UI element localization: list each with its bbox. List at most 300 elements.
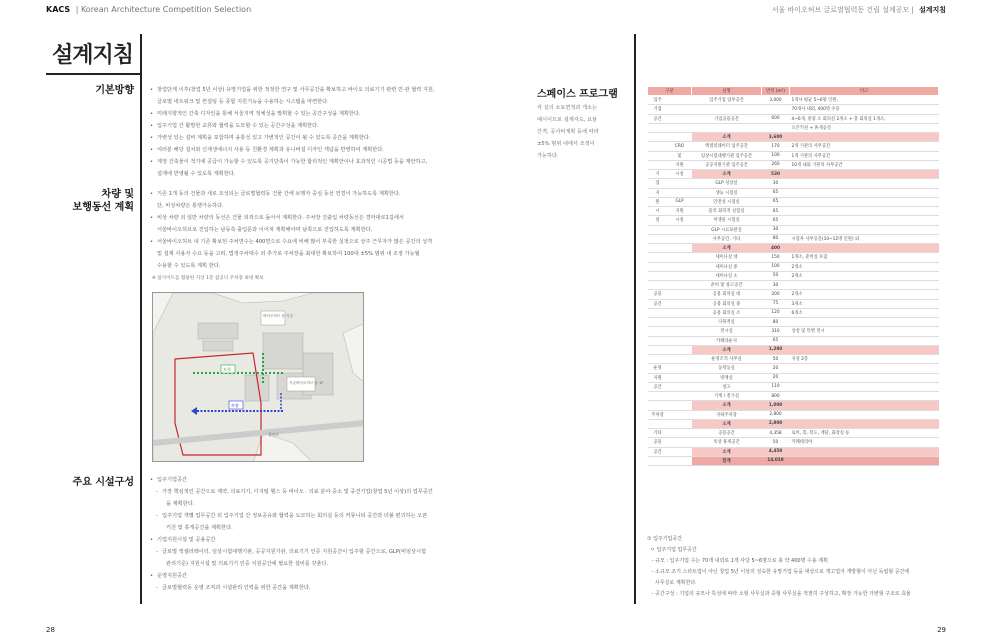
cell-category: [648, 345, 668, 354]
cell-category: [648, 281, 668, 290]
facility-item: 키친 및 휴게공간을 계획한다.: [166, 525, 233, 531]
cell-room: 세미나실 중: [692, 262, 762, 271]
cell-category: [648, 253, 668, 262]
cell-room: 임상시험대행기관 입주공간: [692, 151, 762, 160]
table-row: [648, 336, 939, 345]
desc-line: 각 실의 소요면적과 개소는: [537, 105, 598, 111]
cell-area: 30: [762, 225, 790, 234]
label-building1: 바이오허브 동 기존: [263, 314, 294, 318]
cell-note: [790, 419, 939, 428]
facility-item: - 입주기업 개별 업무공간 외 입주기업 간 정보공유와 협력을 도모하는 회의실 등의 커뮤니티 공간과 더불 편의하는 오픈: [150, 510, 433, 522]
cell-area: 3,600: [762, 133, 790, 142]
cell-note: [790, 207, 939, 216]
cell-room: 미생물 시험실: [692, 216, 762, 225]
cell-note: 로비, 홀, 복도, 계단, 화장실 등: [790, 429, 939, 438]
basic-item: • 여러분 해당 설치와 신재생에너지 사용 등 친환경 계획과 유니버설 디자인 개념을 반영하여 계획한다.: [150, 144, 435, 156]
cell-subcategory: 지원: [668, 160, 692, 169]
cell-subcategory: [668, 299, 692, 308]
cell-note: [790, 336, 939, 345]
cell-note: 1개 기관의 사무공간: [790, 151, 939, 160]
cell-area: 1,000: [762, 401, 790, 410]
cell-area: 100: [762, 262, 790, 271]
cell-category: 기: [648, 170, 668, 179]
cell-category: [648, 318, 668, 327]
cell-subcategory: [668, 336, 692, 345]
page-title: 설계지침: [52, 43, 134, 68]
cell-area: 30: [762, 281, 790, 290]
cell-subcategory: [668, 281, 692, 290]
cell-area: 14,018: [762, 456, 790, 465]
cell-area: 4,358: [762, 429, 790, 438]
cell-category: 공용: [648, 290, 668, 299]
cell-category: [648, 151, 668, 160]
cell-subcategory: [668, 392, 692, 401]
basic-list: [150, 84, 435, 180]
cell-note: [790, 225, 939, 234]
right-divider: [634, 34, 636, 604]
cell-room: 옥상 휴게공간: [692, 438, 762, 447]
table-row: [648, 327, 939, 336]
table-row: [648, 447, 939, 456]
cell-area: 80: [762, 318, 790, 327]
th-category: 구분: [648, 87, 692, 96]
table-row: [648, 262, 939, 271]
section-basic-label: 기본방향: [95, 85, 134, 96]
facility-item: 을 계획한다.: [166, 501, 195, 507]
cell-note: 70개사 내외, 400명 수용: [790, 105, 939, 114]
table-row: [648, 308, 939, 317]
cell-room: GLP 시료보관실: [692, 225, 762, 234]
traffic-label-line1: 차량 및: [101, 189, 134, 200]
cell-subcategory: [668, 234, 692, 243]
cell-category: [648, 234, 668, 243]
cell-category: [648, 327, 668, 336]
cell-room: [692, 105, 762, 114]
cell-room: 사무공간, 기타: [692, 234, 762, 243]
cell-category: 공간: [648, 447, 668, 456]
table-row: [648, 96, 939, 105]
table-row: [648, 170, 939, 179]
table-row: [648, 392, 939, 401]
page-number-right: 29: [937, 626, 946, 634]
cell-note: 2개 기관의 사무공간: [790, 142, 939, 151]
cell-area: 400: [762, 244, 790, 253]
space-program-desc: [537, 102, 629, 162]
cell-room: 소계: [692, 419, 762, 428]
cell-note: 상설 및 특별 전시: [790, 327, 939, 336]
cell-area: [762, 123, 790, 132]
table-row: [648, 207, 939, 216]
cell-subcategory: [668, 401, 692, 410]
table-row: [648, 318, 939, 327]
cell-category: [648, 271, 668, 280]
left-divider: [140, 34, 142, 604]
cell-room: 전시실: [692, 327, 762, 336]
basic-item: 설계에 반영될 수 있도록 계획한다.: [157, 171, 236, 177]
cell-subcategory: CRO: [668, 142, 692, 151]
cell-room: 카페라운지: [692, 336, 762, 345]
basic-item: • 창업단계 이후(창업 5년 이상) 유망기업을 위한 적정한 연구 및 사무공간을 확보하고 바이오 의료기기 관련 민·관 협력 지원,: [150, 84, 435, 96]
traffic-item: • 서울바이오허브 내 기존 확보된 주차면수는 400면으로 수요에 비해 많이 부족한 실정으로 상주 근무자가 많은 공간의 성격: [150, 236, 432, 248]
cell-area: 1,280: [762, 345, 790, 354]
cell-area: 80: [762, 234, 790, 243]
cell-room: 공공지원기관 입주공간: [692, 160, 762, 169]
facility-item: • 기업지원시설 및 공용공간: [150, 534, 433, 546]
cell-category: [648, 160, 668, 169]
cell-subcategory: [668, 318, 692, 327]
traffic-item: • 비상 차량 외 일반 차량의 동선은 건물 외곽으로 돌아서 계획한다. 주차장 진출입 차량동선은 경마대로1길에서: [150, 212, 432, 224]
cell-area: 170: [762, 142, 790, 151]
cell-room: 운영조직 사무실: [692, 355, 762, 364]
cell-area: 2,800: [762, 410, 790, 419]
cell-note: 1개소, 준비실 포함: [790, 253, 939, 262]
cell-area: 100: [762, 151, 790, 160]
cell-subcategory: 및: [668, 151, 692, 160]
right-note-line: ① 입주기업공간: [647, 536, 683, 542]
basic-item: • 계정 건축물이 적기에 공급이 가능할 수 있도록 공기단축이 가능한 합리적인 계획안이나 효과적인 시공법 등을 제안하고,: [150, 156, 435, 168]
cell-room: 합계: [692, 456, 762, 465]
table-row: [648, 253, 939, 262]
cell-subcategory: [668, 253, 692, 262]
header-subtitle: Korean Architecture Competition Selection: [80, 5, 252, 14]
cell-note: [790, 382, 939, 391]
cell-category: [648, 419, 668, 428]
cell-subcategory: [668, 447, 692, 456]
cell-note: [790, 373, 939, 382]
facility-item: - 글로벌협력동 운영 조직과 시설관리 인력을 위한 공간을 계획한다.: [150, 582, 433, 594]
cell-category: 입주: [648, 96, 668, 105]
facility-list: [150, 474, 433, 594]
cell-area: 65: [762, 216, 790, 225]
label-road: 경마로: [268, 432, 280, 437]
cell-room: 생능 시험실: [692, 188, 762, 197]
cell-category: 지원: [648, 373, 668, 382]
table-row: [648, 197, 939, 206]
cell-room: 소계: [692, 447, 762, 456]
cell-category: 공간: [648, 299, 668, 308]
cell-note: [790, 410, 939, 419]
table-row: [648, 429, 939, 438]
cell-area: 310: [762, 327, 790, 336]
cell-area: 260: [762, 160, 790, 169]
cell-subcategory: [668, 438, 692, 447]
cell-subcategory: GLP: [668, 197, 692, 206]
cell-category: 시: [648, 207, 668, 216]
traffic-note: ※ 참사이트를 활용한 지상 1층 참공디 주차장 최대 확보: [152, 276, 264, 281]
cell-note: [790, 345, 939, 354]
cell-area: 20: [762, 364, 790, 373]
cell-note: [790, 197, 939, 206]
page-number-left: 28: [46, 626, 55, 634]
label-car: 차량: [231, 403, 239, 408]
th-area: 면적 (m²): [762, 87, 790, 96]
cell-subcategory: [668, 456, 692, 465]
table-row: [648, 216, 939, 225]
cell-room: 공용공간: [692, 429, 762, 438]
cell-category: 운영: [648, 364, 668, 373]
cell-category: 주차장: [648, 410, 668, 419]
cell-area: 110: [762, 382, 790, 391]
cell-note: 카페테리아: [790, 438, 939, 447]
table-row: [648, 410, 939, 419]
cell-area: 4,458: [762, 447, 790, 456]
space-program-table: [647, 86, 939, 466]
cell-subcategory: [668, 105, 692, 114]
table-row: [648, 401, 939, 410]
cell-room: 창고: [692, 382, 762, 391]
cell-subcategory: 지원: [668, 207, 692, 216]
cell-subcategory: 시설: [668, 216, 692, 225]
cell-area: 50: [762, 271, 790, 280]
cell-area: 530: [762, 170, 790, 179]
cell-note: [790, 447, 939, 456]
table-row: [648, 382, 939, 391]
cell-area: 2,800: [762, 419, 790, 428]
cell-note: 2개소: [790, 262, 939, 271]
cell-area: 75: [762, 299, 790, 308]
cell-category: 원: [648, 197, 668, 206]
cell-area: 120: [762, 308, 790, 317]
cell-note: [790, 456, 939, 465]
cell-room: 입주기업 업무공간: [692, 96, 762, 105]
cell-subcategory: [668, 327, 692, 336]
facility-item: - 가장 핵심적인 공간으로 제약, 의료기기, 디지털 헬스 등 바이오 · 의료 분야 중소 및 중견기업(창업 5년 이상)의 업무공간: [150, 486, 433, 498]
cell-note: 1개사 평균 5~6명 인원,: [790, 96, 939, 105]
cell-subcategory: [668, 373, 692, 382]
table-row: [648, 133, 939, 142]
cell-room: 소계: [692, 133, 762, 142]
table-body: [648, 96, 939, 466]
cell-note: [790, 401, 939, 410]
table-row: [648, 179, 939, 188]
header-section: 설계지침: [918, 6, 946, 14]
cell-room: [692, 123, 762, 132]
cell-subcategory: [668, 271, 692, 280]
cell-room: 액셀러레이터 입주공간: [692, 142, 762, 151]
cell-category: [648, 225, 668, 234]
cell-note: 4~6개, 중형 소 회의실 2개소 + 총 회의실 1개소,: [790, 114, 939, 123]
cell-room: 안전성 시험실: [692, 197, 762, 206]
cell-category: 기업: [648, 105, 668, 114]
cell-area: 800: [762, 392, 790, 401]
cell-subcategory: [668, 244, 692, 253]
cell-category: [648, 401, 668, 410]
cell-subcategory: [668, 114, 692, 123]
table-row: [648, 225, 939, 234]
cell-room: 소계: [692, 244, 762, 253]
desc-line: 간격, 공사비계획 등에 따라: [537, 129, 599, 135]
header-left: KACS | Korean Architecture Competition Selection: [46, 5, 252, 14]
cell-room: 소계: [692, 401, 762, 410]
table-row: [648, 234, 939, 243]
basic-item: • 입주기업 간 활발한 교류와 협력을 도모할 수 있는 공간구성을 계획한다.: [150, 120, 435, 132]
right-notes: [647, 534, 911, 600]
cell-room: 준비 및 창고공간: [692, 281, 762, 290]
cell-category: 공간: [648, 114, 668, 123]
table-row: [648, 114, 939, 123]
cell-category: [648, 308, 668, 317]
table-row: [648, 290, 939, 299]
space-program-title: 스페이스 프로그램: [537, 89, 618, 100]
cell-category: [648, 133, 668, 142]
cell-note: [790, 392, 939, 401]
cell-area: 65: [762, 336, 790, 345]
th-note: 비고: [790, 87, 939, 96]
cell-category: [648, 142, 668, 151]
cell-category: 기타: [648, 429, 668, 438]
cell-note: [790, 170, 939, 179]
cell-area: 150: [762, 253, 790, 262]
cell-category: 공용: [648, 438, 668, 447]
cell-note: 지상 2층: [790, 355, 939, 364]
table-row: [648, 364, 939, 373]
cell-note: [790, 364, 939, 373]
cell-room: 기계 / 전기실: [692, 392, 762, 401]
site-map-drawing: [153, 293, 364, 462]
cell-subcategory: [668, 355, 692, 364]
site-map: [152, 292, 364, 462]
facility-item: • 입주기업공간: [150, 474, 433, 486]
right-note-line: ㅇ 입주기업 업무공간: [647, 547, 697, 553]
cell-category: [648, 392, 668, 401]
cell-area: [762, 105, 790, 114]
facility-item: 관리기준) 지원시설 및 의료기기 인증 지원공간에 필요한 설비를 갖춘다.: [166, 561, 329, 567]
header-right: 서울 바이오허브 글로벌협력동 건립 설계공모 | 설계지침: [771, 6, 946, 14]
cell-area: 65: [762, 207, 790, 216]
cell-subcategory: [668, 133, 692, 142]
cell-room: 공용 회의실 소: [692, 308, 762, 317]
cell-note: [790, 133, 939, 142]
basic-item: • 미래지향적인 간축 디자인을 통해 서울지역 정체성을 발휘할 수 있는 공간구성을 계획한다.: [150, 108, 435, 120]
facility-item: - 글로벌 액셀러레이터, 임상시험대행기관, 공공지원기관, 의료기기 인증 지원공간이 입주할 공간으로, GLP(비임상시험: [150, 546, 433, 558]
section-traffic-label: [73, 188, 134, 214]
traffic-label-line2: 보행동선 계획: [72, 202, 134, 213]
table-row: [648, 160, 939, 169]
traffic-item: 서울바이오허브로 진입하는 남동측 출입문과 이어져 계획해야며 남쪽으로 진입하도록 계획한다.: [157, 227, 373, 233]
table-row: [648, 438, 939, 447]
table-row: [648, 345, 939, 354]
table-row: [648, 142, 939, 151]
cell-subcategory: [668, 290, 692, 299]
table-row: [648, 419, 939, 428]
cell-subcategory: [668, 364, 692, 373]
cell-room: 세미나실 소: [692, 271, 762, 280]
cell-subcategory: [668, 96, 692, 105]
cell-subcategory: [668, 262, 692, 271]
cell-area: 65: [762, 197, 790, 206]
cell-note: 3개소: [790, 299, 939, 308]
traffic-item: • 기존 1개 동의 건물과 새로 조성되는 글로벌협력동 건물 간에 보행자 중심 동선 연결이 가능하도록 계획한다.: [150, 188, 432, 200]
cell-subcategory: [668, 188, 692, 197]
facility-item: • 운영지원공간: [150, 570, 433, 582]
table-row: [648, 271, 939, 280]
table-row: [648, 244, 939, 253]
cell-note: [790, 244, 939, 253]
title-underline: [46, 73, 141, 75]
cell-category: [648, 355, 668, 364]
cell-subcategory: [668, 410, 692, 419]
cell-note: [790, 179, 939, 188]
brand-logo: KACS: [46, 5, 71, 14]
cell-category: 업: [648, 179, 668, 188]
table-header-row: [648, 87, 939, 96]
cell-subcategory: [668, 382, 692, 391]
table-row: [648, 355, 939, 364]
traffic-list: [150, 188, 432, 272]
label-building2: 기존바이오허브 동 1F: [289, 381, 324, 385]
cell-area: 50: [762, 355, 790, 364]
traffic-item: 및 설계 사용자 수요 등을 고려, 법정주차대수 외 추가로 주차장을 최대한 확보하여 100대 ±5% 범위 내 조정 가능월: [157, 251, 420, 257]
cell-room: 공용 회의실 대: [692, 290, 762, 299]
cell-room: 기업공용공간: [692, 114, 762, 123]
cell-subcategory: [668, 225, 692, 234]
desc-line: 가능하다.: [537, 153, 559, 159]
table-row: [648, 456, 939, 465]
cell-note: 6개소: [790, 308, 939, 317]
cell-subcategory: [668, 345, 692, 354]
cell-area: 3,000: [762, 96, 790, 105]
cell-area: 65: [762, 188, 790, 197]
cell-category: [648, 456, 668, 465]
cell-room: 물리 화학적 실험실: [692, 207, 762, 216]
cell-note: [790, 188, 939, 197]
cell-note: [790, 216, 939, 225]
cell-room: 세미나실 대: [692, 253, 762, 262]
table-row: [648, 151, 939, 160]
cell-category: 지: [648, 188, 668, 197]
right-note-line: 사무실로 계획한다.: [647, 580, 697, 586]
cell-note: 2개소: [790, 271, 939, 280]
cell-note: 오픈키친 + 휴게공간: [790, 123, 939, 132]
cell-room: 소계: [692, 345, 762, 354]
cell-subcategory: [668, 429, 692, 438]
cell-category: [648, 336, 668, 345]
cell-category: 공간: [648, 382, 668, 391]
cell-note: 2개소: [790, 290, 939, 299]
cell-category: [648, 123, 668, 132]
table-row: [648, 299, 939, 308]
cell-note: 10개 내외 기관의 사무공간: [790, 160, 939, 169]
basic-item: 글로벌 네트워크 및 컨설팅 등 종합 지원기능을 수용하는 시스템을 마련한다.: [157, 99, 329, 105]
cell-room: GLP 성장실: [692, 179, 762, 188]
cell-room: 공용 회의실 중: [692, 299, 762, 308]
traffic-item: 단, 비상차량은 통행가능하다.: [157, 203, 224, 209]
section-facility-label: 주요 시설구성: [72, 477, 134, 488]
traffic-item: 수용할 수 있도록 계획 한다.: [157, 263, 221, 269]
right-note-line: - 규모 : 입주기업 수는 70개 내외로 1개 사당 5~6명으로 총 약 400명 수용 계획: [647, 558, 828, 564]
cell-room: 소계: [692, 170, 762, 179]
table-row: [648, 123, 939, 132]
cell-note: [790, 281, 939, 290]
cell-area: 20: [762, 373, 790, 382]
cell-subcategory: [668, 123, 692, 132]
cell-area: 600: [762, 114, 790, 123]
cell-subcategory: [668, 308, 692, 317]
cell-area: 30: [762, 179, 790, 188]
right-note-line: - 소규모 조기 스타트업이 아닌 창업 5년 이상의 성숙한 유망기업 등을 대상으로 개고업자 개방형이 아닌 독립형 공간에: [647, 569, 910, 575]
table-row: [648, 105, 939, 114]
cell-subcategory: 시설: [668, 170, 692, 179]
cell-category: 설: [648, 216, 668, 225]
desc-line: 예시이므로 설계자도, 요율: [537, 117, 598, 123]
header-competition-title: 서울 바이오허브 글로벌협력동 건립 설계공모: [771, 6, 910, 14]
cell-room: 동력동실: [692, 364, 762, 373]
table-row: [648, 188, 939, 197]
cell-room: 지하주차장: [692, 410, 762, 419]
basic-item: • 가변성 있는 설비 계획을 포함하며 융통성 있고 가변적인 공간이 될 수 있도록 공간을 계획한다.: [150, 132, 435, 144]
cell-subcategory: [668, 419, 692, 428]
cell-note: 시험자 사무공간(10~12명 인원) 외: [790, 234, 939, 243]
